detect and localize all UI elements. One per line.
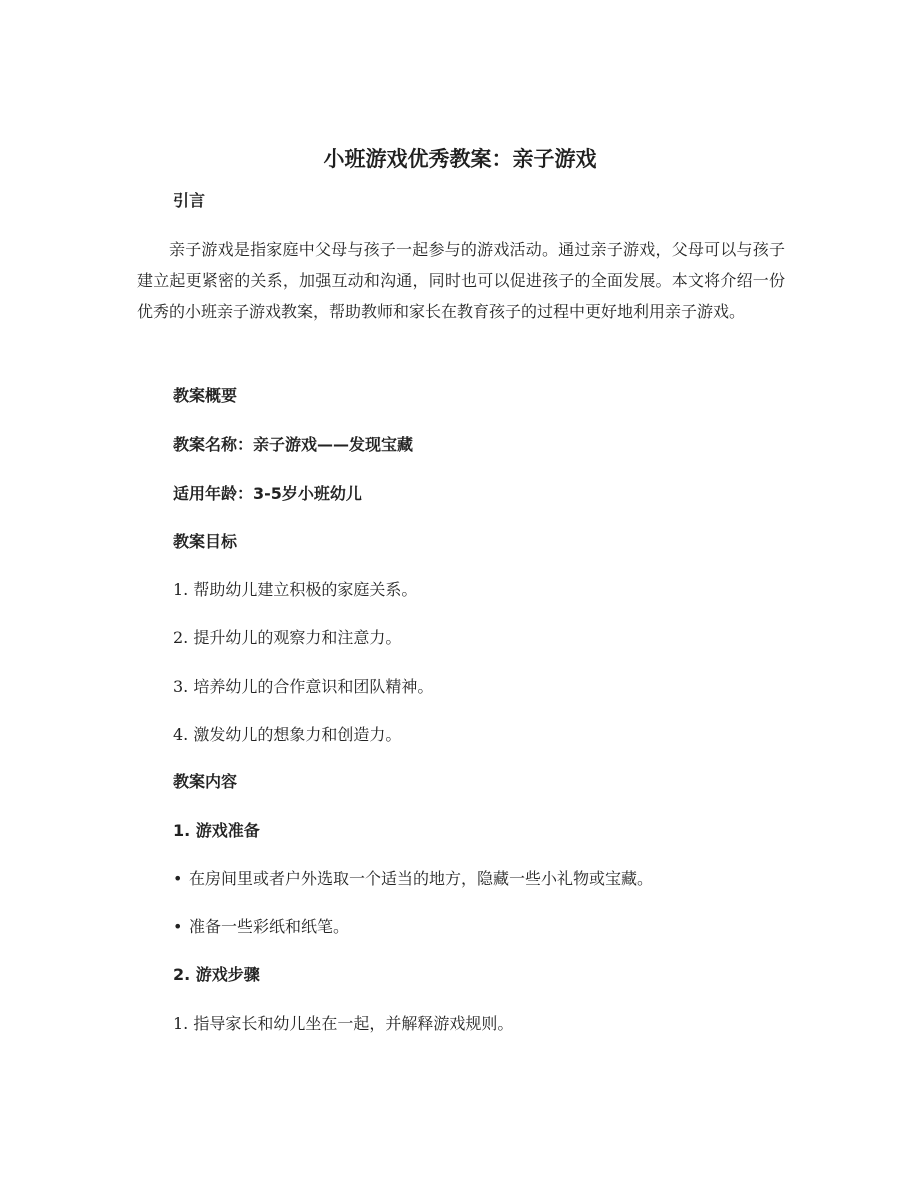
content-heading: 教案内容	[173, 772, 238, 791]
intro-paragraph: 亲子游戏是指家庭中父母与孩子一起参与的游戏活动。通过亲子游戏，父母可以与孩子建立起更紧密的关系，加强互动和沟通，同时也可以促进孩子的全面发展。本文将介绍一份优秀的小班亲子游戏教案，帮助教师和家长在教育孩子的过程中更好地利用亲子游戏。	[137, 240, 785, 321]
age-range: 适用年龄：3-5岁小班幼儿	[173, 484, 362, 503]
section-heading-preparation: 1. 游戏准备	[173, 821, 260, 840]
objectives-heading: 教案目标	[173, 532, 238, 551]
lesson-name: 教案名称：亲子游戏——发现宝藏	[173, 435, 414, 454]
bullet-icon: •	[173, 869, 183, 888]
section-heading-steps: 2. 游戏步骤	[173, 965, 260, 984]
overview-heading: 教案概要	[173, 386, 238, 405]
objective-item: 3. 培养幼儿的合作意识和团队精神。	[173, 677, 434, 696]
bullet-text: 在房间里或者户外选取一个适当的地方，隐藏一些小礼物或宝藏。	[189, 869, 654, 888]
objective-item: 2. 提升幼儿的观察力和注意力。	[173, 628, 402, 647]
step-item: 1. 指导家长和幼儿坐在一起，并解释游戏规则。	[173, 1014, 514, 1033]
bullet-item	[173, 915, 349, 939]
bullet-text: 准备一些彩纸和纸笔。	[189, 917, 350, 936]
objective-item: 4. 激发幼儿的想象力和创造力。	[173, 725, 402, 744]
document-title: 小班游戏优秀教案：亲子游戏	[323, 147, 597, 171]
bullet-icon: •	[173, 917, 183, 936]
objective-item: 1. 帮助幼儿建立积极的家庭关系。	[173, 580, 418, 599]
intro-heading: 引言	[173, 191, 206, 210]
bullet-item	[173, 867, 653, 891]
